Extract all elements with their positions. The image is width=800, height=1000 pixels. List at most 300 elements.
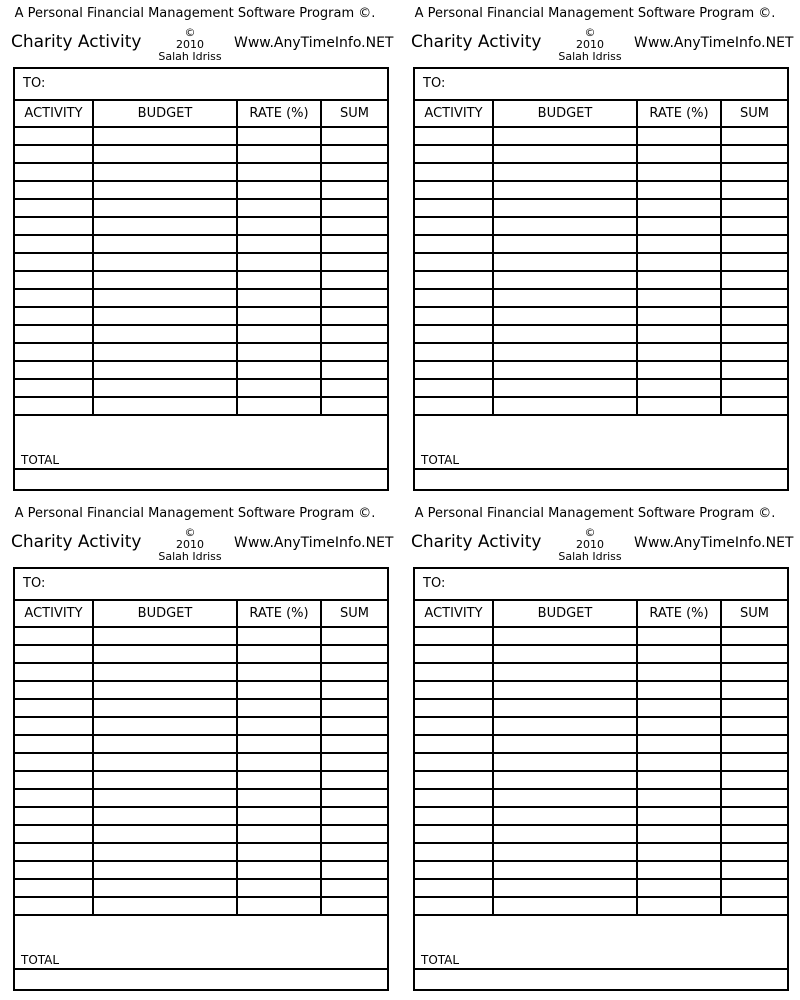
activity-cell[interactable] (415, 735, 493, 753)
activity-cell[interactable] (415, 663, 493, 681)
sum-cell[interactable] (721, 127, 787, 145)
budget-cell[interactable] (93, 289, 237, 307)
rate-cell[interactable] (637, 217, 721, 235)
activity-cell[interactable] (415, 343, 493, 361)
table-row (415, 199, 787, 217)
activity-cell[interactable] (415, 627, 493, 645)
activity-cell[interactable] (15, 879, 93, 897)
to-label: TO: (423, 576, 446, 591)
budget-cell[interactable] (493, 199, 637, 217)
activity-cell[interactable] (415, 163, 493, 181)
budget-cell[interactable] (493, 879, 637, 897)
activity-cell[interactable] (15, 771, 93, 789)
budget-cell[interactable] (93, 897, 237, 915)
activity-cell[interactable] (415, 199, 493, 217)
activity-cell[interactable] (15, 361, 93, 379)
budget-cell[interactable] (493, 699, 637, 717)
activity-cell[interactable] (15, 397, 93, 415)
budget-cell[interactable] (493, 289, 637, 307)
budget-cell[interactable] (493, 397, 637, 415)
sum-cell[interactable] (321, 789, 387, 807)
rate-cell[interactable] (237, 861, 321, 879)
activity-cell[interactable] (15, 627, 93, 645)
table-row (415, 735, 787, 753)
sum-cell[interactable] (721, 735, 787, 753)
rate-cell[interactable] (237, 361, 321, 379)
budget-cell[interactable] (93, 127, 237, 145)
rate-cell[interactable] (237, 217, 321, 235)
table-row (15, 681, 387, 699)
to-field[interactable] (15, 569, 387, 601)
budget-cell[interactable] (93, 181, 237, 199)
activity-cell[interactable] (15, 325, 93, 343)
budget-cell[interactable] (493, 843, 637, 861)
rate-cell[interactable] (237, 627, 321, 645)
sum-cell[interactable] (321, 127, 387, 145)
activity-cell[interactable] (15, 753, 93, 771)
table-row (15, 717, 387, 735)
sum-cell[interactable] (721, 271, 787, 289)
total-divider (15, 468, 387, 470)
activity-cell[interactable] (415, 289, 493, 307)
author-name: Salah Idriss (158, 550, 222, 563)
form-box (13, 67, 389, 491)
activity-cell[interactable] (415, 753, 493, 771)
total-label: TOTAL (421, 453, 460, 467)
budget-cell[interactable] (93, 843, 237, 861)
rate-cell[interactable] (637, 645, 721, 663)
activity-cell[interactable] (15, 127, 93, 145)
total-label: TOTAL (21, 953, 60, 967)
sum-cell[interactable] (721, 825, 787, 843)
rate-cell[interactable] (237, 879, 321, 897)
sum-cell[interactable] (721, 145, 787, 163)
rate-cell[interactable] (237, 163, 321, 181)
rate-cell[interactable] (637, 627, 721, 645)
copyright-block (154, 527, 226, 563)
sum-cell[interactable] (721, 789, 787, 807)
rate-cell[interactable] (637, 735, 721, 753)
activity-cell[interactable] (415, 825, 493, 843)
rate-cell[interactable] (237, 343, 321, 361)
rate-cell[interactable] (637, 325, 721, 343)
budget-cell[interactable] (93, 325, 237, 343)
rate-cell[interactable] (237, 717, 321, 735)
budget-cell[interactable] (493, 789, 637, 807)
activity-cell[interactable] (15, 825, 93, 843)
copyright-year: 2010 (176, 38, 204, 51)
rate-cell[interactable] (637, 753, 721, 771)
budget-cell[interactable] (493, 235, 637, 253)
sum-cell[interactable] (321, 379, 387, 397)
rate-cell[interactable] (637, 361, 721, 379)
activity-cell[interactable] (15, 289, 93, 307)
budget-cell[interactable] (493, 681, 637, 699)
form-title: Charity Activity (11, 32, 142, 52)
budget-cell[interactable] (493, 753, 637, 771)
budget-cell[interactable] (93, 753, 237, 771)
budget-cell[interactable] (93, 681, 237, 699)
table-row (15, 825, 387, 843)
website-url: Www.AnyTimeInfo.NET (634, 535, 794, 551)
activity-cell[interactable] (15, 181, 93, 199)
table-row (415, 663, 787, 681)
budget-cell[interactable] (93, 699, 237, 717)
budget-cell[interactable] (93, 879, 237, 897)
sum-cell[interactable] (721, 379, 787, 397)
to-field[interactable] (415, 69, 787, 101)
table-row (15, 807, 387, 825)
sum-cell[interactable] (321, 343, 387, 361)
budget-cell[interactable] (93, 807, 237, 825)
budget-cell[interactable] (493, 217, 637, 235)
activity-cell[interactable] (415, 699, 493, 717)
table-header-row (15, 101, 387, 127)
budget-cell[interactable] (493, 663, 637, 681)
activity-cell[interactable] (15, 789, 93, 807)
budget-cell[interactable] (93, 163, 237, 181)
sum-cell[interactable] (321, 645, 387, 663)
activity-cell[interactable] (15, 897, 93, 915)
sum-cell[interactable] (721, 843, 787, 861)
budget-cell[interactable] (93, 663, 237, 681)
rate-cell[interactable] (637, 897, 721, 915)
budget-cell[interactable] (93, 771, 237, 789)
activity-cell[interactable] (415, 379, 493, 397)
sum-cell[interactable] (721, 807, 787, 825)
budget-cell[interactable] (493, 861, 637, 879)
sum-cell[interactable] (321, 217, 387, 235)
copyright-year: 2010 (176, 538, 204, 551)
rate-cell[interactable] (237, 753, 321, 771)
sum-cell[interactable] (321, 271, 387, 289)
budget-cell[interactable] (493, 825, 637, 843)
to-field[interactable] (15, 69, 387, 101)
sum-cell[interactable] (321, 843, 387, 861)
copyright-year: 2010 (576, 38, 604, 51)
to-label: TO: (23, 76, 46, 91)
table-row (415, 217, 787, 235)
activity-cell[interactable] (15, 735, 93, 753)
rate-cell[interactable] (637, 163, 721, 181)
rate-cell[interactable] (637, 253, 721, 271)
sum-cell[interactable] (321, 879, 387, 897)
rate-cell[interactable] (637, 199, 721, 217)
total-label: TOTAL (421, 953, 460, 967)
activity-cell[interactable] (15, 163, 93, 181)
activity-cell[interactable] (15, 217, 93, 235)
program-subtitle: A Personal Financial Management Software Program ©. (414, 506, 776, 521)
activity-cell[interactable] (415, 789, 493, 807)
budget-cell[interactable] (93, 199, 237, 217)
budget-cell[interactable] (93, 717, 237, 735)
rate-cell[interactable] (637, 379, 721, 397)
activity-cell[interactable] (415, 235, 493, 253)
sum-cell[interactable] (721, 181, 787, 199)
rate-cell[interactable] (237, 253, 321, 271)
rate-cell[interactable] (237, 645, 321, 663)
table-row (15, 199, 387, 217)
sum-cell[interactable] (321, 307, 387, 325)
rate-cell[interactable] (637, 681, 721, 699)
sum-cell[interactable] (721, 163, 787, 181)
rate-cell[interactable] (637, 861, 721, 879)
copyright-symbol: © (184, 26, 196, 39)
sum-cell[interactable] (721, 699, 787, 717)
budget-cell[interactable] (493, 361, 637, 379)
activity-cell[interactable] (15, 199, 93, 217)
rate-cell[interactable] (237, 145, 321, 163)
budget-cell[interactable] (493, 379, 637, 397)
sum-cell[interactable] (721, 645, 787, 663)
rate-cell[interactable] (237, 663, 321, 681)
activity-cell[interactable] (15, 807, 93, 825)
sum-cell[interactable] (321, 897, 387, 915)
budget-cell[interactable] (493, 717, 637, 735)
budget-cell[interactable] (493, 145, 637, 163)
activity-cell[interactable] (415, 645, 493, 663)
sum-cell[interactable] (721, 879, 787, 897)
activity-cell[interactable] (415, 217, 493, 235)
sum-cell[interactable] (721, 235, 787, 253)
sum-cell[interactable] (321, 181, 387, 199)
sum-cell[interactable] (321, 199, 387, 217)
budget-cell[interactable] (493, 271, 637, 289)
rate-cell[interactable] (637, 181, 721, 199)
rate-cell[interactable] (637, 879, 721, 897)
budget-cell[interactable] (93, 397, 237, 415)
activity-cell[interactable] (15, 645, 93, 663)
sum-cell[interactable] (721, 199, 787, 217)
activity-cell[interactable] (415, 807, 493, 825)
budget-cell[interactable] (93, 361, 237, 379)
rate-cell[interactable] (237, 199, 321, 217)
sum-cell[interactable] (721, 361, 787, 379)
column-header-activity: ACTIVITY (15, 601, 93, 627)
sum-cell[interactable] (321, 163, 387, 181)
budget-cell[interactable] (493, 627, 637, 645)
rate-cell[interactable] (237, 807, 321, 825)
activity-cell[interactable] (15, 235, 93, 253)
sum-cell[interactable] (721, 753, 787, 771)
rate-cell[interactable] (237, 235, 321, 253)
sum-cell[interactable] (321, 663, 387, 681)
budget-cell[interactable] (493, 325, 637, 343)
sum-cell[interactable] (321, 627, 387, 645)
rate-cell[interactable] (637, 271, 721, 289)
rate-cell[interactable] (237, 699, 321, 717)
rate-cell[interactable] (237, 789, 321, 807)
copyright-symbol: © (184, 526, 196, 539)
table-header-row (15, 601, 387, 627)
activity-cell[interactable] (15, 271, 93, 289)
activity-cell[interactable] (415, 717, 493, 735)
sum-cell[interactable] (721, 771, 787, 789)
rate-cell[interactable] (637, 699, 721, 717)
activity-cell[interactable] (415, 843, 493, 861)
sum-cell[interactable] (721, 289, 787, 307)
sum-cell[interactable] (721, 861, 787, 879)
budget-cell[interactable] (493, 343, 637, 361)
activity-cell[interactable] (15, 253, 93, 271)
rate-cell[interactable] (637, 771, 721, 789)
budget-cell[interactable] (493, 127, 637, 145)
budget-cell[interactable] (93, 735, 237, 753)
column-header-budget: BUDGET (493, 601, 637, 627)
rate-cell[interactable] (637, 307, 721, 325)
rate-cell[interactable] (237, 825, 321, 843)
budget-cell[interactable] (493, 897, 637, 915)
activity-cell[interactable] (15, 699, 93, 717)
table-row (415, 235, 787, 253)
budget-cell[interactable] (93, 627, 237, 645)
sum-cell[interactable] (721, 325, 787, 343)
sum-cell[interactable] (321, 717, 387, 735)
activity-cell[interactable] (415, 861, 493, 879)
sum-cell[interactable] (721, 397, 787, 415)
sum-cell[interactable] (321, 289, 387, 307)
budget-cell[interactable] (93, 253, 237, 271)
rate-cell[interactable] (637, 127, 721, 145)
budget-cell[interactable] (93, 789, 237, 807)
sum-cell[interactable] (321, 235, 387, 253)
activity-cell[interactable] (15, 307, 93, 325)
copyright-year: 2010 (576, 538, 604, 551)
rate-cell[interactable] (637, 343, 721, 361)
sum-cell[interactable] (721, 717, 787, 735)
sum-cell[interactable] (321, 753, 387, 771)
rate-cell[interactable] (637, 825, 721, 843)
table-row (415, 825, 787, 843)
budget-cell[interactable] (93, 271, 237, 289)
table-row (415, 879, 787, 897)
author-name: Salah Idriss (158, 50, 222, 63)
sum-cell[interactable] (721, 663, 787, 681)
rate-cell[interactable] (237, 681, 321, 699)
activity-cell[interactable] (15, 681, 93, 699)
sum-cell[interactable] (321, 145, 387, 163)
activity-cell[interactable] (415, 879, 493, 897)
activity-cell[interactable] (15, 717, 93, 735)
to-field[interactable] (415, 569, 787, 601)
table-row (415, 397, 787, 415)
rate-cell[interactable] (237, 271, 321, 289)
sum-cell[interactable] (721, 307, 787, 325)
sum-cell[interactable] (321, 861, 387, 879)
activity-cell[interactable] (415, 271, 493, 289)
rate-cell[interactable] (237, 379, 321, 397)
rate-cell[interactable] (237, 181, 321, 199)
budget-cell[interactable] (493, 163, 637, 181)
sum-cell[interactable] (321, 699, 387, 717)
table-row (15, 271, 387, 289)
sum-cell[interactable] (321, 771, 387, 789)
activity-cell[interactable] (15, 379, 93, 397)
sum-cell[interactable] (321, 807, 387, 825)
budget-cell[interactable] (93, 307, 237, 325)
table-row (15, 735, 387, 753)
rate-cell[interactable] (637, 807, 721, 825)
budget-cell[interactable] (93, 825, 237, 843)
activity-cell[interactable] (415, 397, 493, 415)
activity-cell[interactable] (415, 681, 493, 699)
activity-cell[interactable] (415, 361, 493, 379)
budget-cell[interactable] (93, 343, 237, 361)
rate-cell[interactable] (237, 735, 321, 753)
activity-cell[interactable] (415, 771, 493, 789)
activity-cell[interactable] (15, 145, 93, 163)
rate-cell[interactable] (237, 397, 321, 415)
rate-cell[interactable] (637, 289, 721, 307)
sum-cell[interactable] (321, 253, 387, 271)
activity-cell[interactable] (415, 145, 493, 163)
rate-cell[interactable] (637, 789, 721, 807)
activity-cell[interactable] (415, 253, 493, 271)
table-row (415, 717, 787, 735)
rate-cell[interactable] (237, 325, 321, 343)
rate-cell[interactable] (237, 127, 321, 145)
budget-cell[interactable] (93, 861, 237, 879)
sum-cell[interactable] (721, 627, 787, 645)
rate-cell[interactable] (237, 897, 321, 915)
activity-cell[interactable] (15, 663, 93, 681)
rate-cell[interactable] (237, 771, 321, 789)
rate-cell[interactable] (237, 289, 321, 307)
sum-cell[interactable] (721, 897, 787, 915)
budget-cell[interactable] (93, 235, 237, 253)
activity-cell[interactable] (415, 181, 493, 199)
sum-cell[interactable] (321, 681, 387, 699)
sum-cell[interactable] (321, 361, 387, 379)
sum-cell[interactable] (321, 735, 387, 753)
budget-cell[interactable] (93, 379, 237, 397)
sum-cell[interactable] (721, 217, 787, 235)
rate-cell[interactable] (637, 235, 721, 253)
budget-cell[interactable] (493, 735, 637, 753)
rate-cell[interactable] (637, 145, 721, 163)
activity-cell[interactable] (415, 127, 493, 145)
activity-cell[interactable] (415, 325, 493, 343)
form-box (413, 567, 789, 991)
rate-cell[interactable] (637, 843, 721, 861)
sum-cell[interactable] (721, 253, 787, 271)
budget-cell[interactable] (493, 807, 637, 825)
budget-cell[interactable] (93, 217, 237, 235)
sum-cell[interactable] (721, 681, 787, 699)
rate-cell[interactable] (637, 717, 721, 735)
sum-cell[interactable] (321, 825, 387, 843)
budget-cell[interactable] (493, 181, 637, 199)
budget-cell[interactable] (493, 253, 637, 271)
sum-cell[interactable] (721, 343, 787, 361)
budget-cell[interactable] (93, 145, 237, 163)
activity-cell[interactable] (415, 307, 493, 325)
budget-cell[interactable] (493, 771, 637, 789)
sum-cell[interactable] (321, 397, 387, 415)
rate-cell[interactable] (237, 843, 321, 861)
budget-cell[interactable] (493, 307, 637, 325)
budget-cell[interactable] (493, 645, 637, 663)
rate-cell[interactable] (637, 397, 721, 415)
activity-cell[interactable] (415, 897, 493, 915)
rate-cell[interactable] (237, 307, 321, 325)
budget-cell[interactable] (93, 645, 237, 663)
activity-cell[interactable] (15, 343, 93, 361)
activity-cell[interactable] (15, 861, 93, 879)
activity-cell[interactable] (15, 843, 93, 861)
sum-cell[interactable] (321, 325, 387, 343)
rate-cell[interactable] (637, 663, 721, 681)
